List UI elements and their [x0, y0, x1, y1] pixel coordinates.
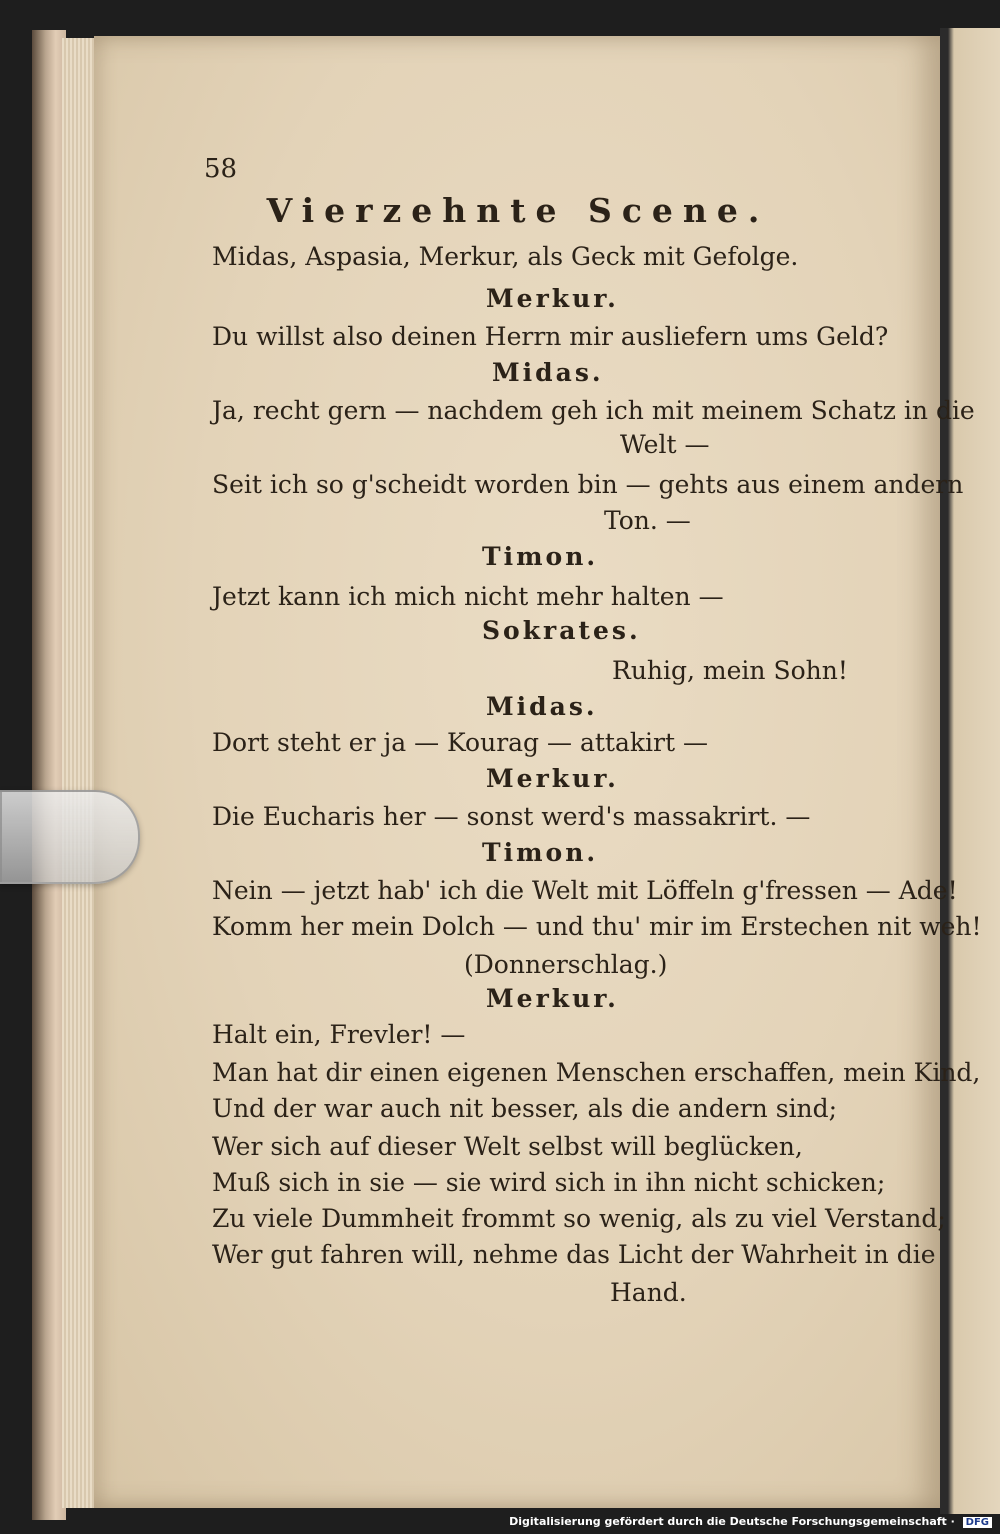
dialogue-line: Du willst also deinen Herrn mir ausliefern ums Geld? — [212, 322, 889, 351]
page-number: 58 — [204, 154, 238, 184]
page-text — [94, 36, 982, 1508]
speaker-label: Merkur. — [486, 984, 619, 1013]
stage-direction: (Donnerschlag.) — [464, 950, 668, 979]
dialogue-line: Die Eucharis her — sonst werd's massakrirt. — — [212, 802, 811, 831]
dialogue-line: Seit ich so g'scheidt worden bin — gehts aus einem andern — [212, 470, 964, 499]
dialogue-line: Ruhig, mein Sohn! — [612, 656, 848, 685]
page-clip — [0, 790, 140, 884]
speaker-label: Midas. — [492, 358, 604, 387]
speaker-label: Timon. — [482, 542, 599, 571]
speaker-label: Midas. — [486, 692, 598, 721]
page-stack-edges — [62, 38, 98, 1508]
verse-line: Muß sich in sie — sie wird sich in ihn nicht schicken; — [212, 1168, 886, 1197]
credit-text: Digitalisierung gefördert durch die Deutsche Forschungsgemeinschaft · — [509, 1515, 955, 1528]
digitization-credit — [509, 1515, 992, 1528]
scene-title: Vierzehnte Scene. — [266, 191, 770, 230]
speaker-label: Merkur. — [486, 284, 619, 313]
dialogue-line: Komm her mein Dolch — und thu' mir im Erstechen nit weh! — [212, 912, 982, 941]
speaker-label: Timon. — [482, 838, 599, 867]
verse-line: Hand. — [610, 1278, 687, 1307]
character-list: Midas, Aspasia, Merkur, als Geck mit Gefolge. — [212, 242, 799, 271]
dialogue-line: Welt — — [620, 430, 710, 459]
dialogue-line: Halt ein, Frevler! — — [212, 1020, 466, 1049]
dfg-logo: DFG — [963, 1517, 992, 1528]
speaker-label: Merkur. — [486, 764, 619, 793]
speaker-label: Sokrates. — [482, 616, 641, 645]
dialogue-line: Jetzt kann ich mich nicht mehr halten — — [212, 582, 724, 611]
dialogue-line: Ja, recht gern — nachdem geh ich mit meinem Schatz in die — [212, 396, 975, 425]
dialogue-line: Ton. — — [604, 506, 691, 535]
verse-line: Und der war auch nit besser, als die andern sind; — [212, 1094, 838, 1123]
verse-line: Wer gut fahren will, nehme das Licht der Wahrheit in die — [212, 1240, 936, 1269]
dialogue-line: Dort steht er ja — Kourag — attakirt — — [212, 728, 708, 757]
facing-page-edge — [940, 28, 1000, 1514]
book-cover-edge — [32, 30, 66, 1520]
verse-line: Man hat dir einen eigenen Menschen erschaffen, mein Kind, — [212, 1058, 981, 1087]
verse-line: Wer sich auf dieser Welt selbst will beglücken, — [212, 1132, 803, 1161]
verse-line: Zu viele Dummheit frommt so wenig, als zu viel Verstand; — [212, 1204, 946, 1233]
dialogue-line: Nein — jetzt hab' ich die Welt mit Löffeln g'fressen — Ade! — [212, 876, 958, 905]
